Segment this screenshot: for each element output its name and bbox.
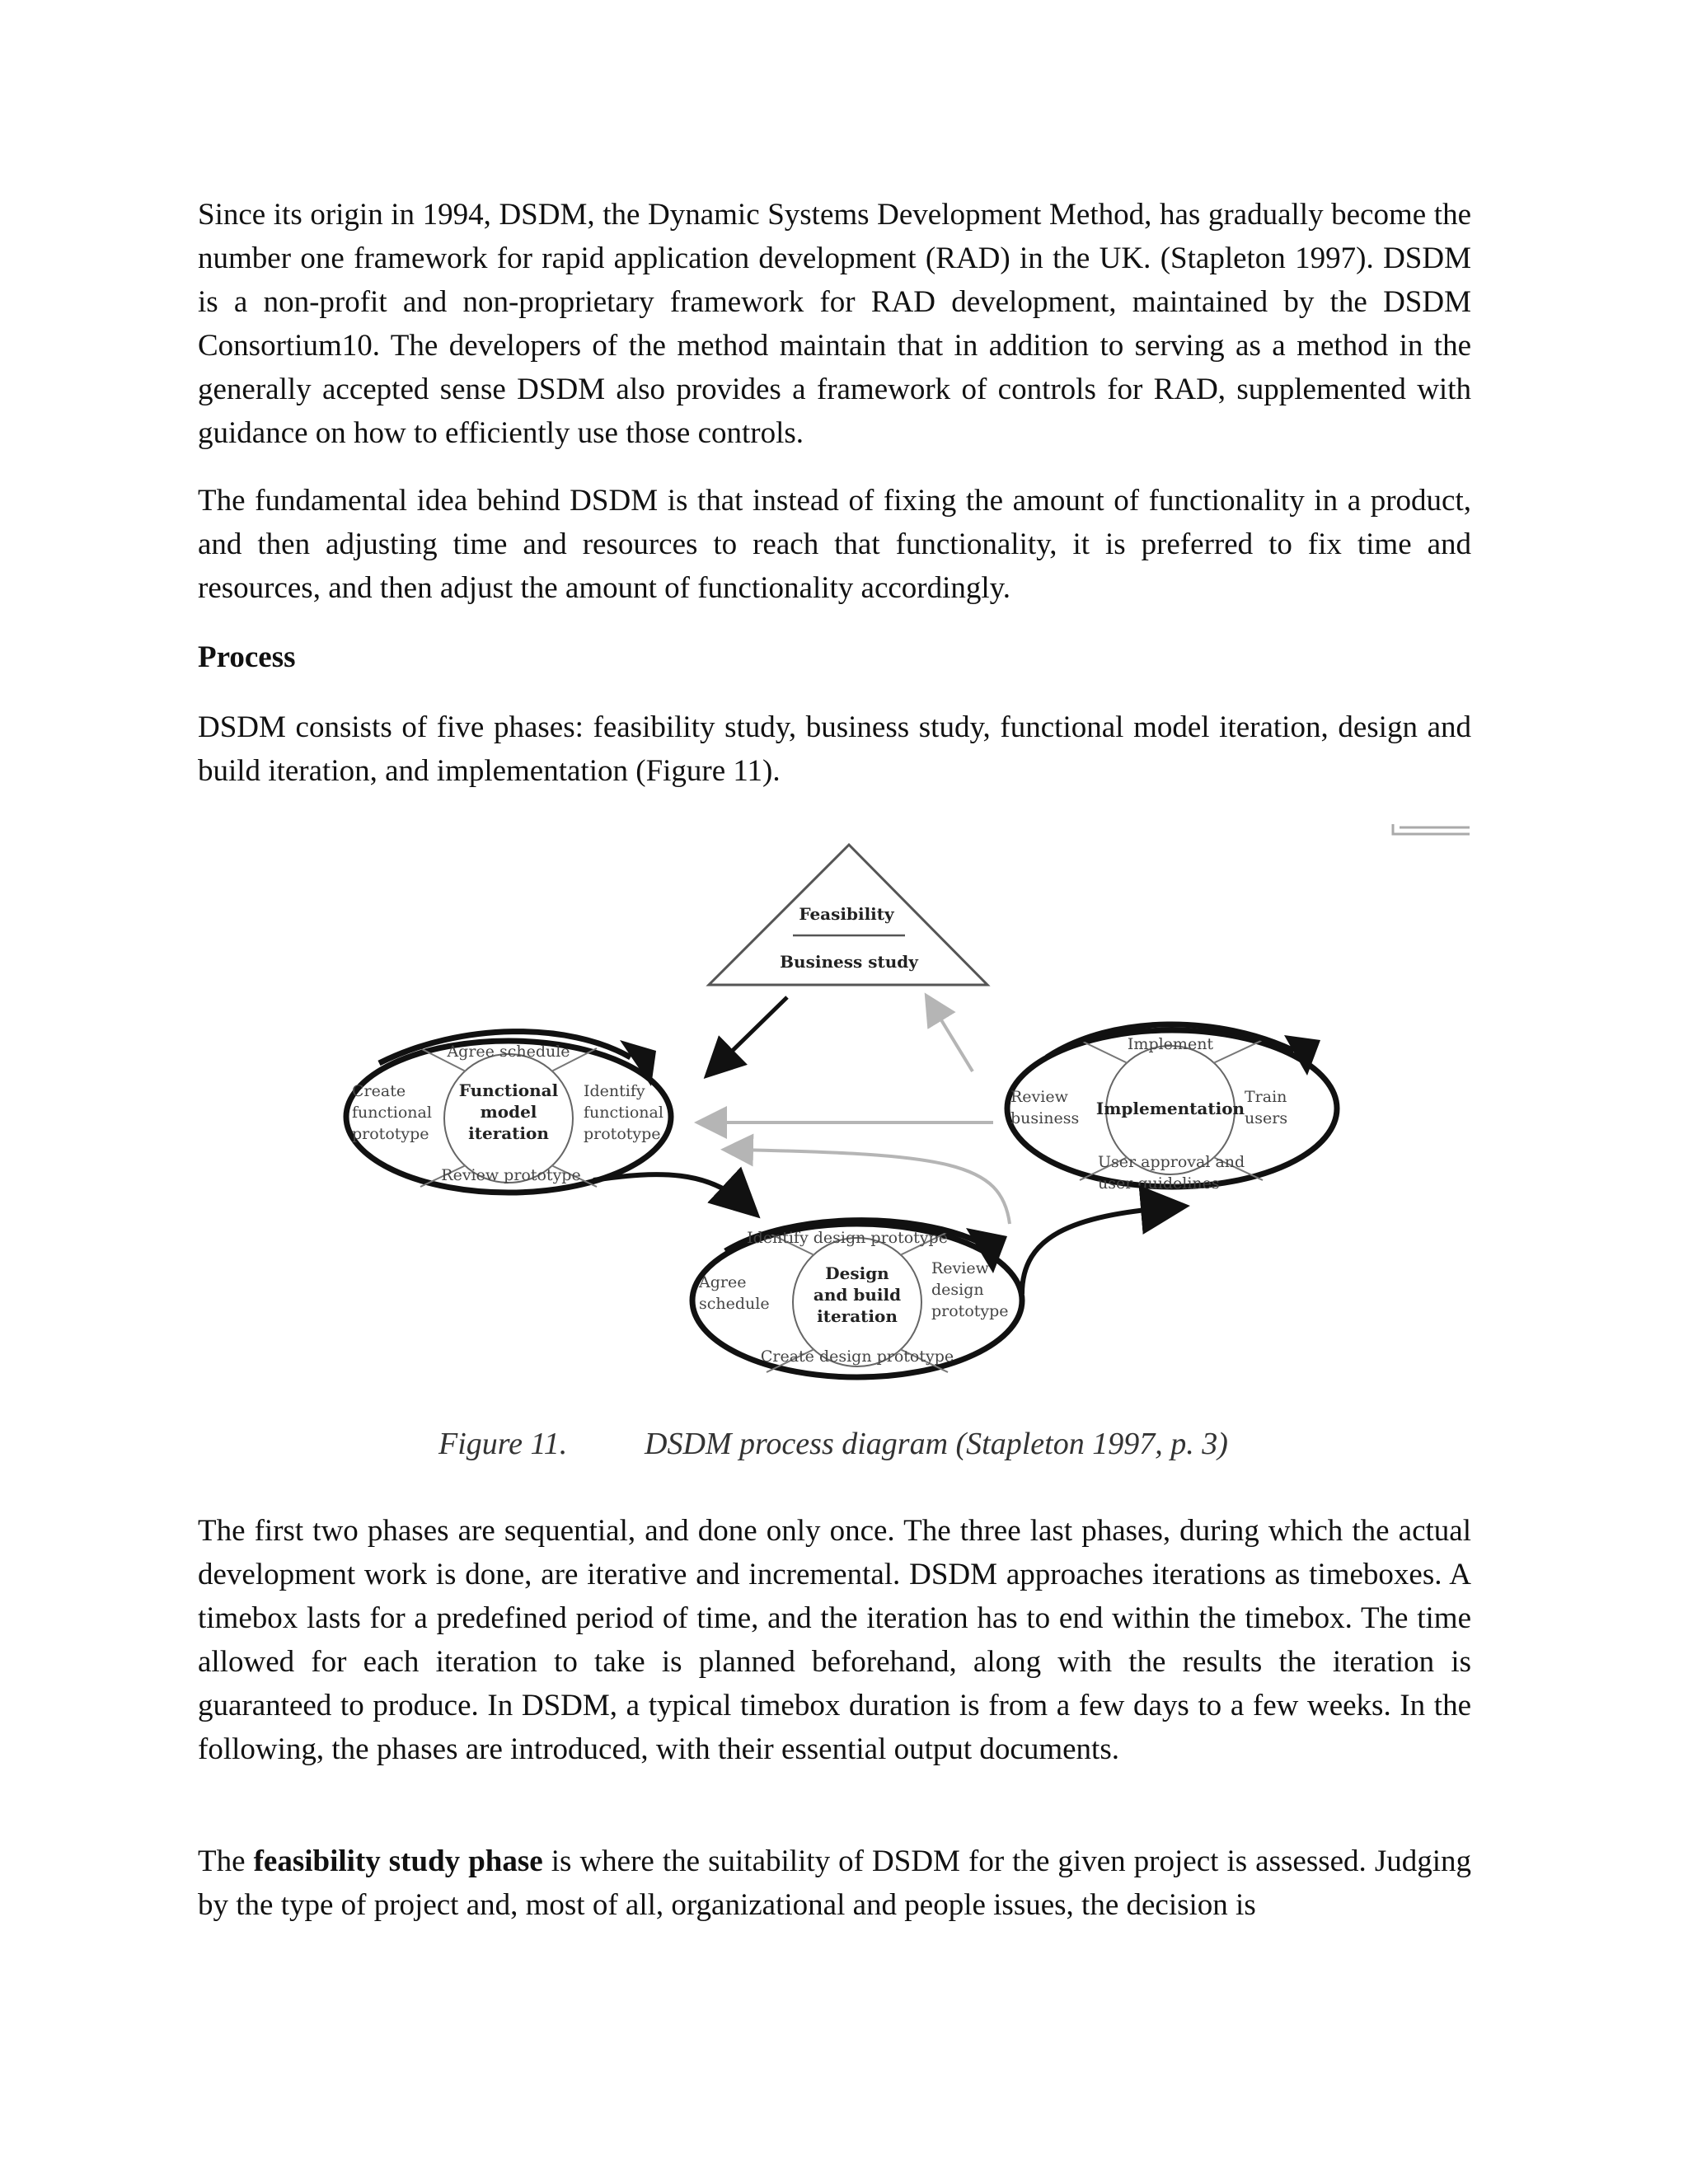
impl-center: Implementation bbox=[1095, 1099, 1245, 1118]
fm-agree-schedule: Agree schedule bbox=[447, 1043, 570, 1061]
db-review-1: Review bbox=[931, 1259, 989, 1277]
impl-train-1: Train bbox=[1245, 1088, 1287, 1106]
design-build-iteration-cycle bbox=[692, 1221, 1022, 1377]
db-create-design: Create design prototype bbox=[760, 1347, 954, 1366]
feasibility-business-triangle bbox=[709, 845, 987, 985]
fm-identify-2: functional bbox=[584, 1104, 663, 1122]
arrow-design-to-implementation bbox=[1022, 1207, 1170, 1294]
fm-identify-3: prototype bbox=[584, 1125, 661, 1143]
impl-train-2: users bbox=[1245, 1109, 1288, 1127]
process-heading: Process bbox=[198, 640, 296, 674]
db-agree-2: schedule bbox=[699, 1295, 770, 1313]
fm-create-2: functional bbox=[352, 1104, 432, 1122]
db-center-3: iteration bbox=[817, 1306, 898, 1326]
fm-review-prototype: Review prototype bbox=[441, 1166, 581, 1184]
db-review-3: prototype bbox=[931, 1302, 1009, 1320]
phases-description-paragraph: The first two phases are sequential, and done only once. The three last phases, during which the actual development work is done, are iterative and incremental. DSDM approaches iterations as timeboxes. A timebox lasts for a predefined period of time, and the iteration has to end within the timebox. The time allowed for each iteration to take is planned beforehand, along with the results the iteration is guaranteed to produce. In DSDM, a typical timebox duration is from a few days to a few weeks. In the following, the phases are introduced, with their essential output documents. bbox=[198, 1514, 1471, 1766]
fm-center-3: iteration bbox=[468, 1123, 549, 1143]
phases-paragraph: DSDM consists of five phases: feasibility study, business study, functional model iteration, design and build iteration, and implementation (Figure 11). bbox=[198, 710, 1471, 788]
db-identify-design: Identify design prototype bbox=[747, 1229, 948, 1247]
fundamental-idea-paragraph: The fundamental idea behind DSDM is that instead of fixing the amount of functionality in a product, and then adjusting time and resources to reach that functionality, it is preferred to fix time and resources, and then adjust the amount of functionality accordingly. bbox=[198, 484, 1471, 605]
impl-review-2: business bbox=[1010, 1109, 1080, 1127]
functional-model-iteration-cycle bbox=[346, 1032, 671, 1193]
impl-approval-2: user guidelines bbox=[1098, 1174, 1220, 1193]
figure-caption-label: Figure 11. bbox=[438, 1427, 568, 1461]
impl-approval-1: User approval and bbox=[1098, 1153, 1245, 1171]
db-review-2: design bbox=[931, 1281, 984, 1299]
impl-review-1: Review bbox=[1010, 1088, 1068, 1106]
impl-implement: Implement bbox=[1127, 1035, 1214, 1053]
p5-bold-term: feasibility study phase bbox=[253, 1844, 543, 1878]
arrow-implementation-to-business bbox=[931, 1004, 973, 1071]
feasibility-study-paragraph bbox=[198, 1840, 1471, 1927]
p5-suffix: is where the suitability of DSDM for the given project is assessed. Judging by the type of project and, most of all, organizational and people issues, the decision is bbox=[198, 1844, 1472, 1922]
p5-prefix: The bbox=[198, 1844, 254, 1878]
intro-paragraph: Since its origin in 1994, DSDM, the Dynamic Systems Development Method, has gradually become the number one framework for rapid application development (RAD) in the UK. (Stapleton 1997). DSDM is a non-profit and non-proprietary framework for RAD development, maintained by the DSDM Consortium10. The developers of the method maintain that in addition to serving as a method in the generally accepted sense DSDM also provides a framework of controls for RAD, supplemented with guidance on how to efficiently use those controls. bbox=[198, 198, 1471, 450]
fm-create-1: Create bbox=[352, 1082, 406, 1100]
db-agree-1: Agree bbox=[699, 1273, 747, 1291]
db-center-1: Design bbox=[825, 1263, 889, 1283]
arrow-business-to-functional bbox=[715, 997, 787, 1067]
figure-caption-text: DSDM process diagram (Stapleton 1997, p. 3) bbox=[645, 1427, 1228, 1461]
db-center-2: and build bbox=[813, 1285, 902, 1305]
implementation-cycle bbox=[1007, 1024, 1337, 1193]
fm-center-2: model bbox=[480, 1102, 537, 1122]
arrow-design-to-functional bbox=[734, 1150, 1010, 1224]
arrow-functional-to-design bbox=[593, 1174, 746, 1205]
corner-artifact bbox=[1393, 824, 1470, 834]
fm-center-1: Functional bbox=[458, 1080, 559, 1100]
fm-identify-1: Identify bbox=[584, 1082, 645, 1100]
feasibility-label: Feasibility bbox=[799, 904, 894, 924]
fm-create-3: prototype bbox=[352, 1125, 429, 1143]
business-study-label: Business study bbox=[780, 952, 918, 972]
